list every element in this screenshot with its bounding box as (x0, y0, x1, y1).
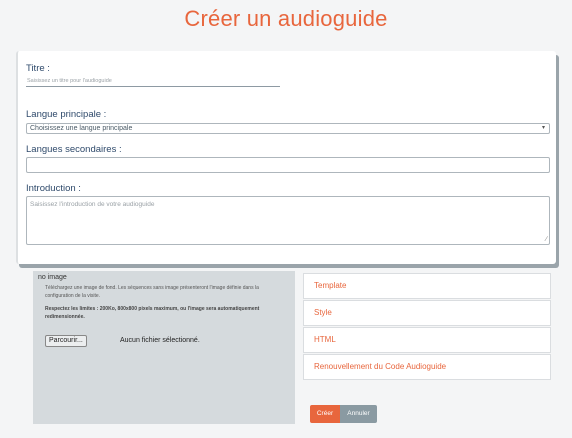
secondary-languages-label: Langues secondaires : (26, 144, 122, 155)
audioguide-form-card (16, 51, 556, 264)
section-style[interactable]: Style (303, 300, 551, 326)
secondary-languages-input[interactable] (26, 157, 550, 173)
intro-placeholder: Saisissez l'introduction de votre audioguide (30, 201, 155, 208)
main-language-select[interactable] (26, 123, 550, 134)
intro-label: Introduction : (26, 183, 81, 194)
page-title: Créer un audioguide (184, 6, 388, 31)
title-input[interactable]: Saisissez un titre pour l'audioguide (26, 75, 280, 87)
section-code-renewal[interactable]: Renouvellement du Code Audioguide (303, 354, 551, 380)
image-limits-text: Respectez les limites : 200Ko, 800x800 pixels maximum, ou l'image sera automatiquement redimensionnée. (45, 306, 260, 320)
section-template[interactable]: Template (303, 273, 551, 299)
create-button[interactable]: Créer (310, 405, 340, 423)
main-language-value: Choisissez une langue principale (30, 125, 133, 132)
intro-textarea[interactable] (26, 196, 550, 245)
resize-grip-icon[interactable]: ∕ (545, 236, 547, 243)
chevron-down-icon: ▾ (541, 125, 545, 131)
image-upload-panel (33, 271, 295, 424)
title-label: Titre : (26, 63, 50, 74)
section-html[interactable]: HTML (303, 327, 551, 353)
browse-button[interactable]: Parcourir... (45, 335, 87, 347)
image-status: no image (38, 274, 67, 281)
cancel-button[interactable]: Annuler (340, 405, 377, 423)
main-language-label: Langue principale : (26, 109, 107, 120)
file-status: Aucun fichier sélectionné. (120, 337, 200, 344)
image-help-text: Téléchargez une image de fond. Les séquences sans image présenteront l'image définie dans la configuration de la visite. (45, 285, 259, 299)
